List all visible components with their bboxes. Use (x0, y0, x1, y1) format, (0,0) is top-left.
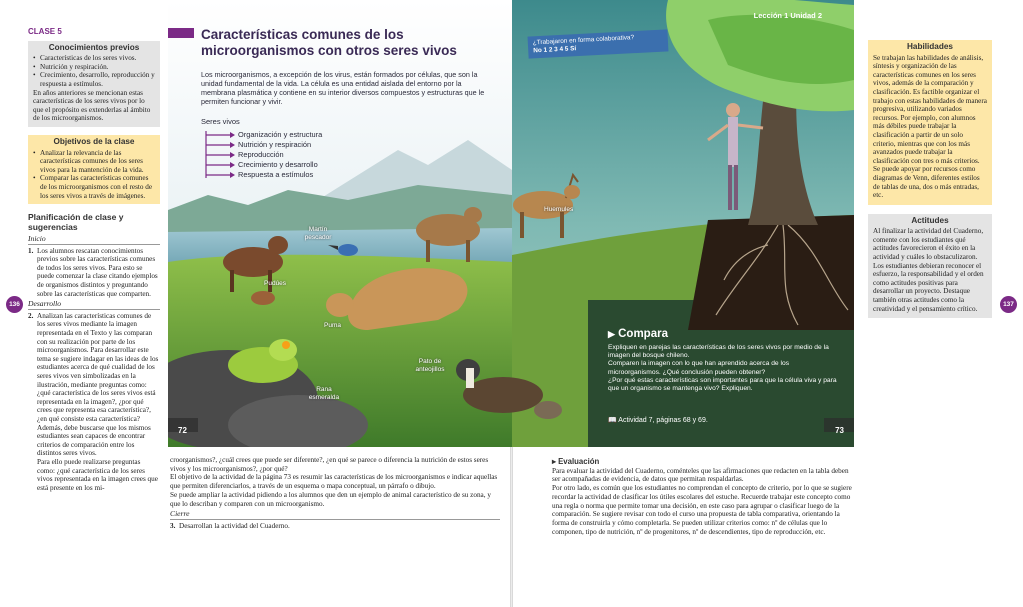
actividad-ref (608, 416, 708, 424)
label-martin-pescador: Martín pescador (304, 226, 332, 241)
inicio-heading: Inicio (28, 235, 160, 245)
desarrollo-heading: Desarrollo (28, 300, 160, 310)
compara-box (608, 328, 840, 393)
inner-page-number-right: 73 (835, 426, 844, 435)
objetivos-box (28, 135, 160, 204)
objetivos-title: Objetivos de la clase (53, 136, 135, 146)
below-left-p1: croorganismos?, ¿cuál crees que puede ser diferente?, ¿en qué se parece o diferencia la nutrición de estos seres vivos y los microorganismos?, ¿por qué? (170, 456, 489, 473)
compara-title: Compara (618, 328, 668, 340)
below-right-text (552, 458, 858, 536)
item-number: 1. (28, 246, 34, 255)
list-item: • Características de los seres vivos. (33, 54, 155, 63)
plan-item-3-text: Desarrollan la actividad del Cuaderno. (179, 521, 290, 530)
actitudes-text: Al finalizar la actividad del Cuaderno, comente con los estudiantes qué actitudes favorecieron el éxito en la actividad y cuáles lo obstaculizaron. Los estudiantes debieran reconocer el esfuerzo, la responsabilidad y el orden como actitudes positivas para desarrollar un proyecto. Destaque también otras actitudes como la creatividad y el pensamiento crítico. (873, 227, 984, 313)
label-puma: Puma (324, 322, 341, 329)
habilidades-box (868, 40, 992, 205)
conocimientos-text: En años anteriores se mencionan estas características de los seres vivos por lo que el propósito es extenderlas al ámbito de los microorganismos. (33, 88, 151, 123)
textbook-spread-image (168, 0, 854, 447)
label-pudues: Pudúes (264, 280, 287, 287)
plan-item-3 (170, 522, 500, 531)
seres-vivos-list (238, 130, 322, 180)
evaluacion-title: ▸ Evaluación (552, 457, 600, 466)
page-number-right: 137 (1000, 296, 1017, 313)
plan-item-1 (28, 247, 160, 299)
below-left-p2: El objetivo de la actividad de la página 73 es resumir las características de los microorganismos e indicar aquellas que permiten diferenciarlos, a través de un esquema o mapa conceptual, un párrafo o dibujo. (170, 473, 498, 491)
spread-intro: Los microorganismos, a excepción de los virus, están formados por células, que son la unidad fundamental de la vida. La célula es una entidad aislada del entorno por la membrana plasmática y contiene en su interior diversos compuestos y estructuras que le permiten funcionar y vivir. (201, 70, 485, 106)
actitudes-title: Actitudes (911, 215, 949, 225)
right-sidebar (868, 40, 992, 327)
spread-title: Características comunes de los microorganismos con otros seres vivos (201, 27, 457, 58)
item-number: 3. (170, 521, 176, 530)
plan-item-2 (28, 312, 160, 458)
list-item: Reproducción (238, 150, 284, 159)
list-item: • Nutrición y respiración. (33, 63, 155, 72)
plan-extra-text: Para ello puede realizarse preguntas como: ¿qué característica de los seres vivos representada en la imagen crees que está presente en los mi- (37, 457, 158, 492)
plan-item-1-text: Los alumnos rescatan conocimientos previos sobre las características comunes de todos los seres vivos. Para esto se puede comenzar la clase citando ejemplos de organismos distintos y preguntando sobre las características que comparten. (37, 246, 158, 298)
actitudes-box (868, 214, 992, 319)
actividad-text: Actividad 7, páginas 68 y 69. (618, 417, 708, 424)
play-triangle-icon: ▶ (608, 329, 615, 339)
below-left-p3: Se puede ampliar la actividad pidiendo a los alumnos que den un ejemplo de animal característico de su zona, y que lo describan y comparen con un microorganismo. (170, 490, 491, 508)
left-sidebar (28, 28, 160, 492)
compara-p3: ¿Por qué estas características son importantes para que la célula viva y para que un organismo se mantenga vivo? Expliquen. (608, 376, 837, 393)
habilidades-text: Se trabajan las habilidades de análisis, síntesis y organización de las características comunes en los seres vivos, además de la comparación y clasificación. Es factible organizar el trabajo con estas habilidades de manera progresiva, utilizando variados recursos. Por ejemplo, con alumnos más débiles puede trabajar la clasificación a partir de un solo criterio, mientras que con los más avanzados puede trabajar la clasificación con tres o más criterios. Se puede apoyar por recursos como diagramas de Venn, diferentes estilos de tablas de una, dos o más entradas, etc. (873, 53, 987, 200)
inner-page-number-left: 72 (178, 426, 187, 435)
collab-question: ¿Trabajaron en forma colaborativa? (532, 34, 635, 47)
seres-vivos-label: Seres vivos (201, 117, 240, 126)
collab-scale: No 1 2 3 4 5 Sí (533, 45, 577, 55)
title-accent-tab (168, 28, 194, 38)
label-pato-anteojillos: Pato de anteojillos (415, 358, 445, 373)
list-item: Nutrición y respiración (238, 140, 312, 149)
planificacion-title: Planificación de clase y sugerencias (28, 212, 124, 233)
list-item: • Analizar la relevancia de las características comunes de los seres vivos para la mantención de la vida. (33, 149, 155, 175)
label-rana-esmeralda: Rana esmeralda (308, 386, 340, 401)
page-number-left: 136 (6, 296, 23, 313)
habilidades-title: Habilidades (907, 42, 953, 51)
evaluacion-p1: Para evaluar la actividad del Cuaderno, coménteles que las afirmaciones que redacten en la tabla deben ser acompañadas de evidencia, de datos que permitan respaldarlas. (552, 466, 849, 484)
compara-p2: Comparen la imagen con lo que han aprendido acerca de los microorganismos. ¿Qué conclusión pueden obtener? (608, 360, 790, 376)
label-huemules: Huemules (544, 206, 574, 213)
leccion-label: Lección 1 Unidad 2 (753, 11, 822, 20)
list-item: • Comparar las características comunes de los microorganismos con el resto de los seres vivos a través de imágenes. (33, 174, 155, 200)
item-number: 2. (28, 311, 34, 320)
plan-item-2-text: Analizan las características comunes de los seres vivos mediante la imagen representada en el Texto y las comparan con su realización por parte de los microorganismos. Para desarrollar este tema se sugiere indagar en las ideas de los estudiantes acerca de qué cualidad de los seres vivos ven simbolizadas en la ilustración, mediante preguntas como: ¿qué característica de los seres vivos está representada en la imagen?, ¿por qué crees que representa esa característica?, ¿en qué consiste esta característica? Además, debe buscarse que los mismos estudiantes sean capaces de encontrar criterios de comparación entre los distintos seres vivos. (37, 311, 159, 458)
compara-title-row (608, 328, 840, 340)
list-item: Organización y estructura (238, 130, 323, 139)
clase-label: CLASE 5 (28, 27, 62, 36)
book-icon: 📖 (608, 417, 617, 424)
evaluacion-title-text: Evaluación (558, 457, 600, 466)
list-item: Respuesta a estímulos (238, 170, 314, 179)
list-item: • Crecimiento, desarrollo, reproducción y respuesta a estímulos. (33, 71, 155, 88)
compara-p1: Expliquen en parejas las características de los seres vivos por medio de la imagen del bosque chileno. (608, 344, 829, 360)
conocimientos-list (33, 54, 155, 88)
objetivos-list (33, 149, 155, 201)
list-item: Crecimiento y desarrollo (238, 160, 318, 169)
evaluacion-p2: Por otro lado, es común que los estudiantes no comprendan el concepto de criterio, por lo que se sugiere recordar la actividad de clasificar los útiles escolares del estuche. Recuerde trabajar este concepto como una regla o norma que permite tomar una decisión, en este caso para agrupar o clasificar luego de la comparación. Se sugiere revisar con todo el curso una propuesta de tabla comparativa, orientando la forma de construirla y cómo completarla. Se pueden utilizar criterios como: nº de células que lo componen, tipo de nutrición, nº de progenitores, nº de descendientes, tipo de reproducción, etc. (552, 484, 852, 536)
conocimientos-box (28, 41, 160, 127)
below-left-text (170, 456, 500, 531)
cierre-heading: Cierre (170, 510, 500, 520)
conocimientos-title: Conocimientos previos (48, 42, 140, 52)
